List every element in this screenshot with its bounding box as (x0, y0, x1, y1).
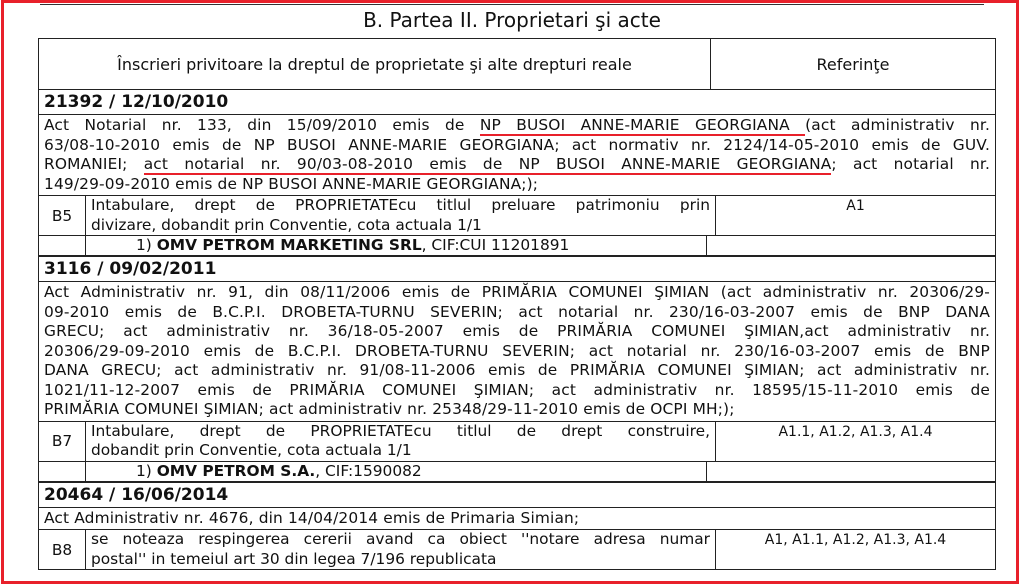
owner-text (86, 462, 707, 481)
highlighted-text: NP BUSOI ANNE-MARIE GEORGIANA (479, 116, 806, 134)
ownership-table (38, 38, 996, 570)
entry-line: Intabulare, drept de PROPRIETATEcu titlul preluare patrimoniu prin (91, 196, 710, 214)
text-fragment: 63/08-10-2010 emis de NP BUSOI ANNE-MARIE GEORGIANA; act normativ nr. 2124/14-05-2010 emis de GUV. (44, 135, 990, 154)
owner-name: OMV PETROM S.A. (156, 461, 316, 480)
text-line (44, 509, 990, 529)
entry-description (86, 422, 716, 461)
owner-blank (707, 462, 995, 481)
register-section (38, 257, 996, 483)
owner-row (39, 236, 995, 256)
entry-code: B8 (39, 530, 86, 569)
header-entries: Înscrieri privitoare la dreptul de proprietate şi alte drepturi reale (39, 39, 711, 89)
register-section (38, 483, 996, 571)
act-description (39, 282, 995, 422)
top-divider (40, 0, 984, 5)
entry-line: divizare, dobandit prin Conventie, cota actuala 1/1 (91, 215, 482, 234)
text-fragment: Act Administrativ nr. 4676, din 14/04/2014 emis de Primaria Simian; (44, 508, 580, 527)
entry-description (86, 530, 716, 569)
owner-cif: , CIF:1590082 (315, 461, 422, 480)
owner-number: 1) (136, 461, 157, 480)
text-fragment: 20306/29-09-2010 emis de B.C.P.I. DROBETA-TURNU SEVERIN; act notarial nr. 230/16-03-2007 emis de BNP (44, 341, 990, 360)
owner-text (86, 236, 707, 255)
entry-code: B7 (39, 422, 86, 461)
text-line (44, 342, 990, 362)
text-line (44, 361, 990, 381)
entry-code: B5 (39, 196, 86, 235)
table-header (38, 38, 996, 90)
entry-line: Intabulare, drept de PROPRIETATEcu titlul de drept construire, (91, 421, 710, 440)
header-references: Referinţe (816, 54, 890, 74)
act-description (39, 115, 995, 196)
text-line (44, 400, 990, 420)
section-id: 3116 / 09/02/2011 (39, 257, 995, 282)
text-line (44, 155, 990, 175)
page-title: B. Partea II. Proprietari şi acte (363, 8, 661, 32)
entry-description (86, 196, 716, 235)
entry-reference: A1, A1.1, A1.2, A1.3, A1.4 (764, 532, 947, 548)
text-fragment: ROMANIEI; (44, 155, 144, 173)
entry-line: postal'' in temeiul art 30 din legea 7/196 republicata (91, 549, 497, 568)
text-fragment: ; act notarial nr. (831, 155, 990, 173)
text-fragment: (act administrativ nr. (805, 116, 991, 134)
text-fragment: 1021/11-12-2007 emis de PRIMĂRIA COMUNEI ŞIMIAN; act administrativ nr. 18595/15-11-2010 emis de (44, 380, 990, 399)
owner-spacer (39, 236, 86, 255)
text-fragment: DANA GRECU; act administrativ nr. 91/08-11-2006 emis de PRIMĂRIA COMUNEI ŞIMIAN; act administrativ nr. (44, 361, 990, 379)
entry-reference: A1 (846, 198, 865, 214)
text-fragment: Act Notarial nr. 133, din 15/09/2010 emis de (44, 116, 480, 134)
text-fragment: PRIMĂRIA COMUNEI ŞIMIAN; act administrativ nr. 25348/29-11-2010 emis de OCPI MH;); (44, 400, 735, 418)
section-id: 21392 / 12/10/2010 (39, 90, 995, 115)
text-fragment: GRECU; act administrativ nr. 36/18-05-2007 emis de PRIMĂRIA COMUNEI ŞIMIAN,act administrativ nr. (44, 322, 990, 340)
text-fragment: 149/29-09-2010 emis de NP BUSOI ANNE-MARIE GEORGIANA;); (44, 174, 539, 193)
text-fragment: Act Administrativ nr. 91, din 08/11/2006 emis de PRIMĂRIA COMUNEI ŞIMIAN (act administrativ nr. 20306/29- (44, 283, 990, 301)
entry-row (39, 196, 995, 236)
owner-name: OMV PETROM MARKETING SRL (156, 236, 422, 254)
text-line (44, 116, 990, 136)
owner-row (39, 462, 995, 482)
text-line (44, 322, 990, 342)
text-line (44, 283, 990, 303)
act-description (39, 508, 995, 531)
text-line (44, 381, 990, 401)
text-line (44, 303, 990, 323)
text-fragment: 09-2010 emis de B.C.P.I. DROBETA-TURNU SEVERIN; act notarial nr. 230/16-03-2007 emis de BNP DANA (44, 302, 990, 321)
entry-line: dobandit prin Conventie, cota actuala 1/1 (91, 441, 412, 459)
owner-spacer (39, 462, 86, 481)
text-line (44, 136, 990, 156)
register-section (38, 90, 996, 257)
entry-line: se noteaza respingerea cererii avand ca obiect ''notare adresa numar (91, 530, 710, 548)
entry-reference: A1.1, A1.2, A1.3, A1.4 (778, 423, 933, 440)
entry-row (39, 422, 995, 462)
owner-cif: , CIF:CUI 11201891 (421, 236, 570, 254)
text-line (44, 175, 990, 195)
owner-blank (707, 236, 995, 255)
owner-number: 1) (136, 236, 157, 254)
entry-row (39, 530, 995, 569)
section-id: 20464 / 16/06/2014 (39, 483, 995, 508)
highlighted-text: act notarial nr. 90/03-08-2010 emis de NP BUSOI ANNE-MARIE GEORGIANA (143, 155, 832, 173)
